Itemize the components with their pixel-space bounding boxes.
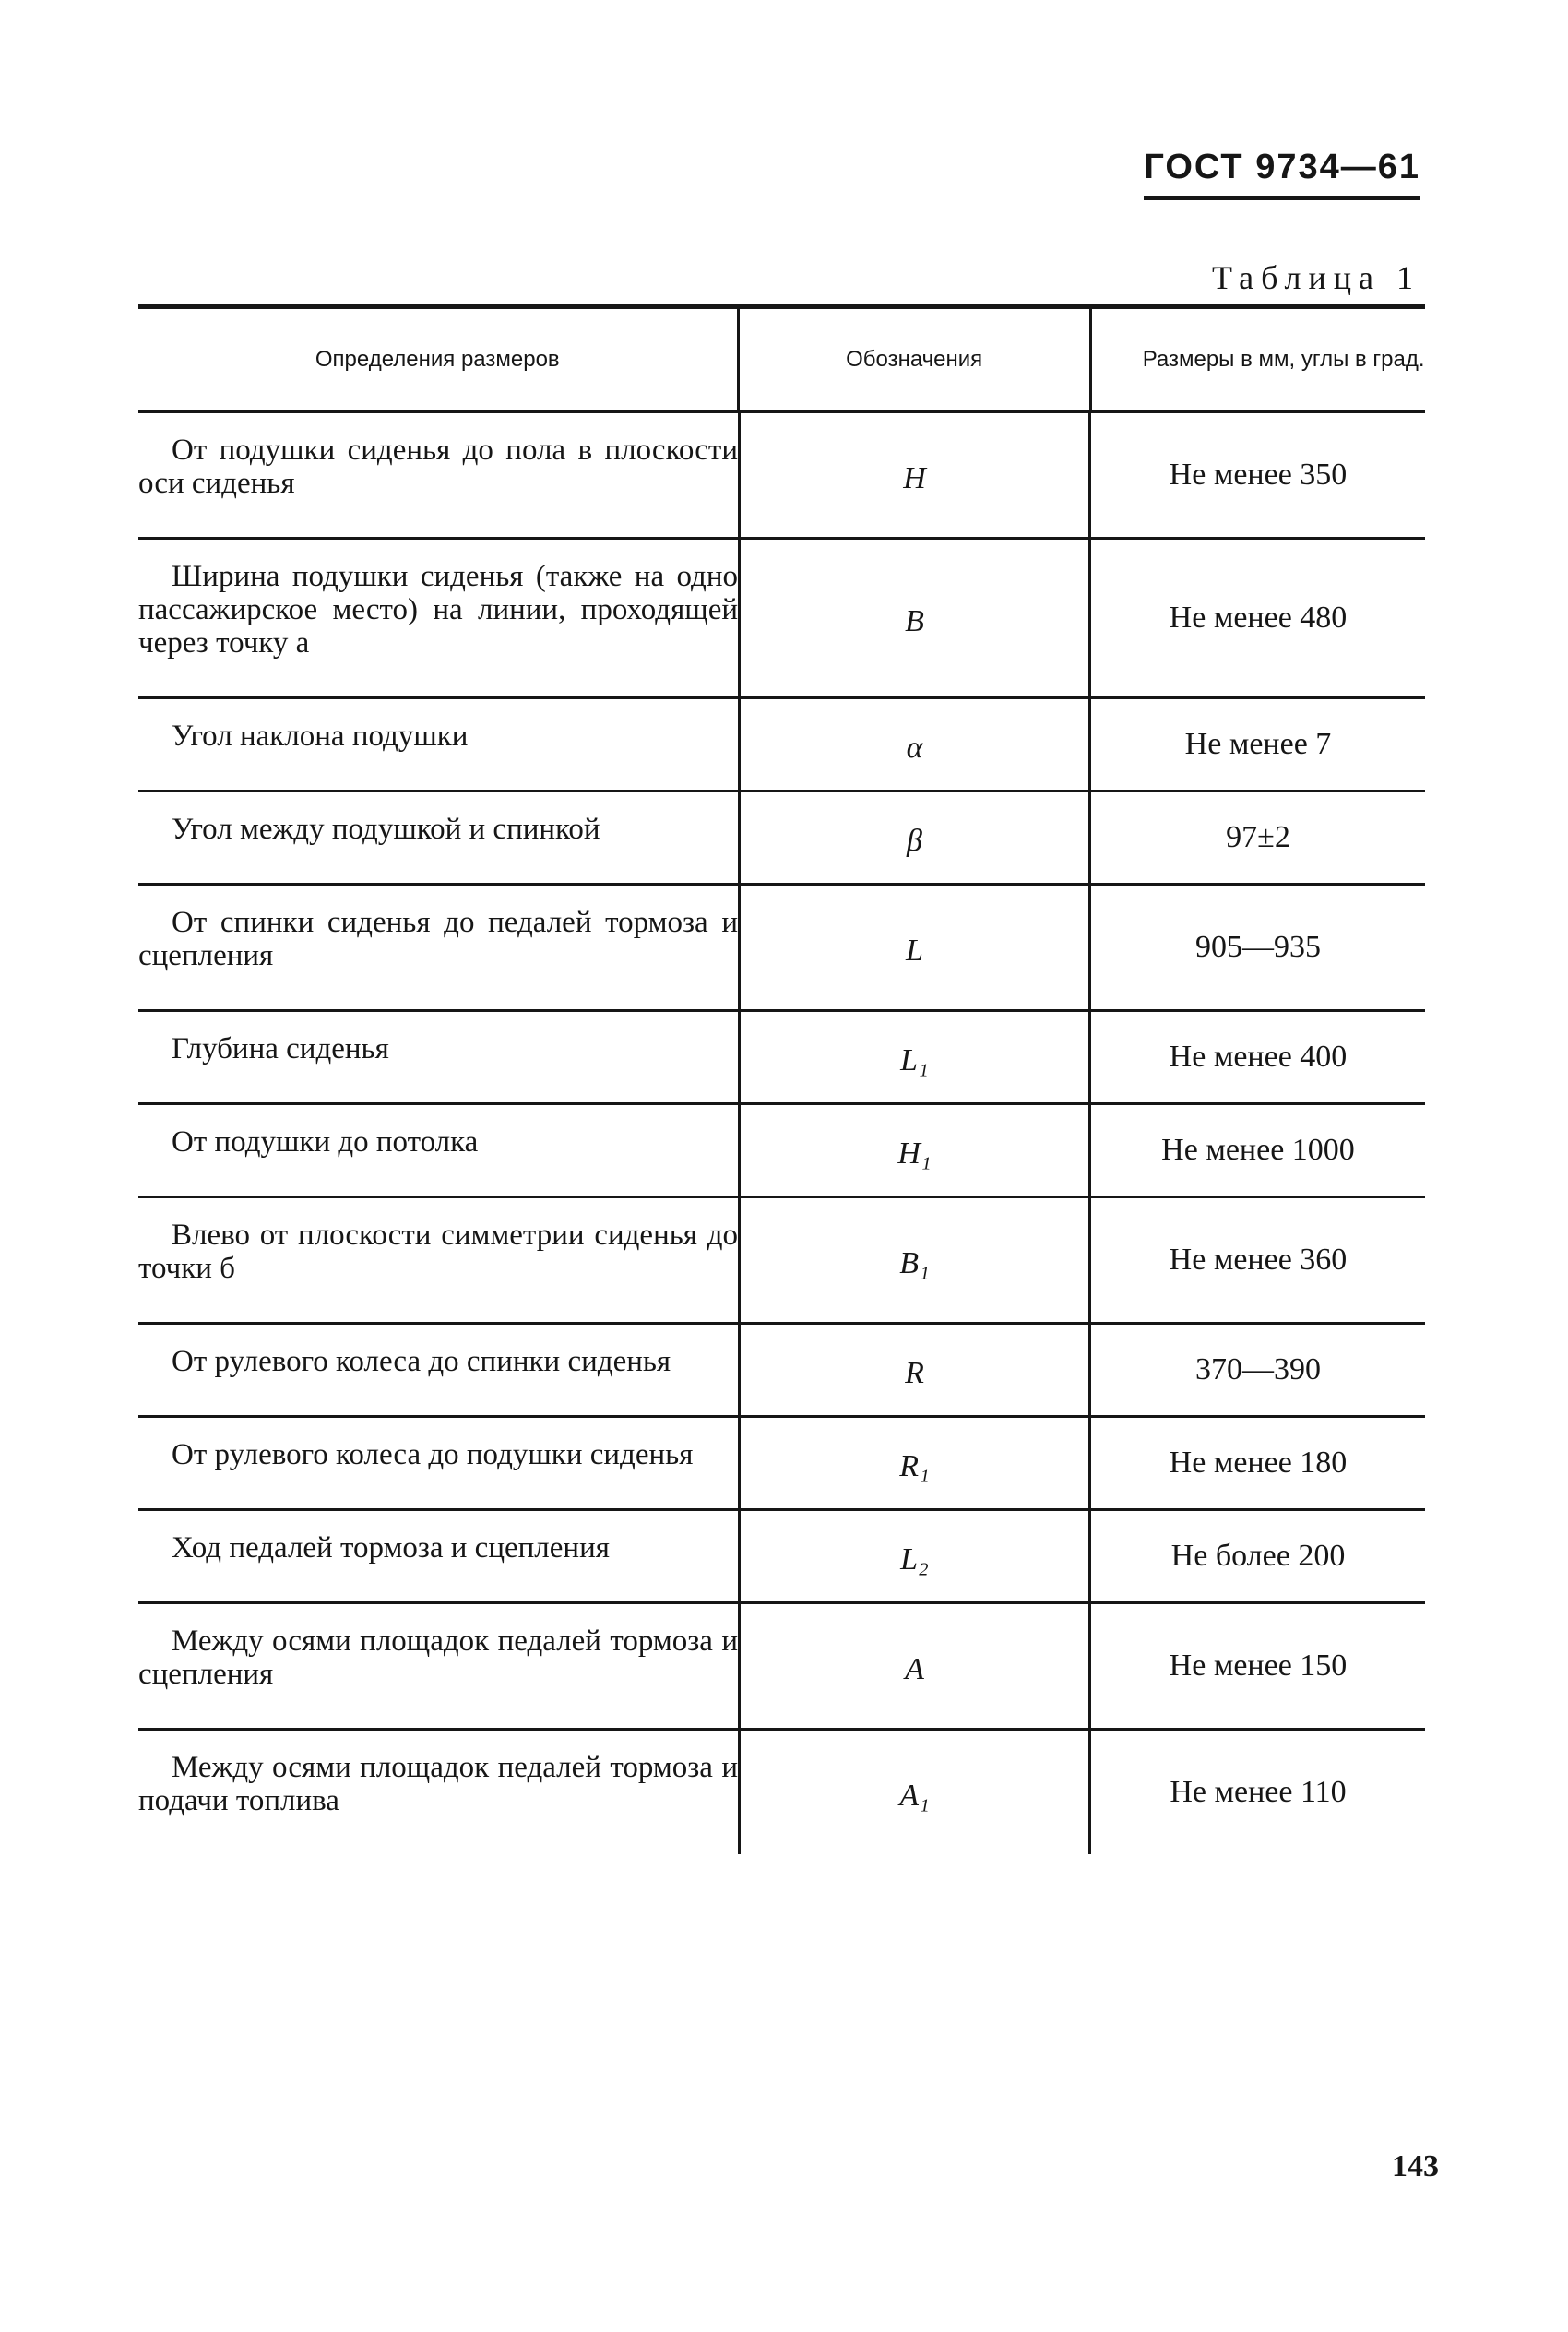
page-number: 143 — [1392, 2149, 1439, 2183]
row-value: Не более 200 — [1088, 1511, 1425, 1604]
table-row — [138, 1325, 1425, 1418]
header-symbol: Обозначения — [737, 309, 1089, 410]
row-symbol: α — [738, 699, 1088, 792]
row-definition: Глубина сиденья — [138, 1012, 738, 1105]
row-symbol: A₁ — [738, 1731, 1088, 1854]
table-row — [138, 1418, 1425, 1511]
row-definition: От спинки сиденья до педалей тормоза и сцепления — [138, 886, 738, 1012]
dimensions-table — [138, 304, 1425, 1854]
row-symbol: L₂ — [738, 1511, 1088, 1604]
row-symbol: β — [738, 792, 1088, 886]
table-body — [138, 413, 1425, 1854]
row-definition: Ход педалей тормоза и сцепления — [138, 1511, 738, 1604]
row-value: Не менее 150 — [1088, 1604, 1425, 1731]
row-value: Не менее 1000 — [1088, 1105, 1425, 1198]
row-value: Не менее 360 — [1088, 1198, 1425, 1325]
row-definition: Угол между подушкой и спинкой — [138, 792, 738, 886]
row-definition: Влево от плоскости симметрии сиденья до точки б — [138, 1198, 738, 1325]
row-symbol: L₁ — [738, 1012, 1088, 1105]
row-definition: От рулевого колеса до подушки сиденья — [138, 1418, 738, 1511]
row-definition: Ширина подушки сиденья (также на одно пассажирское место) на линии, проходящей через точку а — [138, 540, 738, 699]
table-row — [138, 1731, 1425, 1854]
row-definition: Между осями площадок педалей тормоза и подачи топлива — [138, 1751, 738, 1817]
row-value: Не менее 480 — [1088, 540, 1425, 699]
row-symbol: H₁ — [738, 1105, 1088, 1198]
table-row — [138, 1012, 1425, 1105]
table-row — [138, 1198, 1425, 1325]
row-symbol: L — [738, 886, 1088, 1012]
table-row — [138, 1105, 1425, 1198]
row-value: 370—390 — [1088, 1325, 1425, 1418]
row-definition: От подушки сиденья до пола в плоскости оси сиденья — [138, 413, 738, 540]
row-value: Не менее 7 — [1088, 699, 1425, 792]
table-row — [138, 1604, 1425, 1731]
row-symbol: B — [738, 540, 1088, 699]
row-definition: Между осями площадок педалей тормоза и сцепления — [138, 1604, 738, 1731]
table-row — [138, 540, 1425, 699]
row-value: Не менее 350 — [1088, 413, 1425, 540]
row-value: Не менее 110 — [1088, 1731, 1425, 1854]
table-row — [138, 413, 1425, 540]
row-symbol: B₁ — [738, 1198, 1088, 1325]
row-definition: От рулевого колеса до спинки сиденья — [138, 1325, 738, 1418]
table-row — [138, 1511, 1425, 1604]
header-value: Размеры в мм, углы в град. — [1089, 309, 1425, 410]
row-symbol: R — [738, 1325, 1088, 1418]
table-row — [138, 886, 1425, 1012]
header-definition: Определения размеров — [315, 347, 560, 373]
table-caption: Таблица 1 — [1212, 259, 1420, 296]
table-header-row — [138, 309, 1425, 413]
row-definition: От подушки до потолка — [138, 1105, 738, 1198]
table-row — [138, 699, 1425, 792]
row-value: Не менее 400 — [1088, 1012, 1425, 1105]
row-symbol: H — [738, 413, 1088, 540]
row-value: 905—935 — [1088, 886, 1425, 1012]
row-definition: Угол наклона подушки — [138, 699, 738, 792]
row-symbol: R₁ — [738, 1418, 1088, 1511]
row-value: Не менее 180 — [1088, 1418, 1425, 1511]
row-symbol: A — [738, 1604, 1088, 1731]
table-row — [138, 792, 1425, 886]
document-code: ГОСТ 9734—61 — [1144, 148, 1420, 200]
row-value: 97±2 — [1088, 792, 1425, 886]
